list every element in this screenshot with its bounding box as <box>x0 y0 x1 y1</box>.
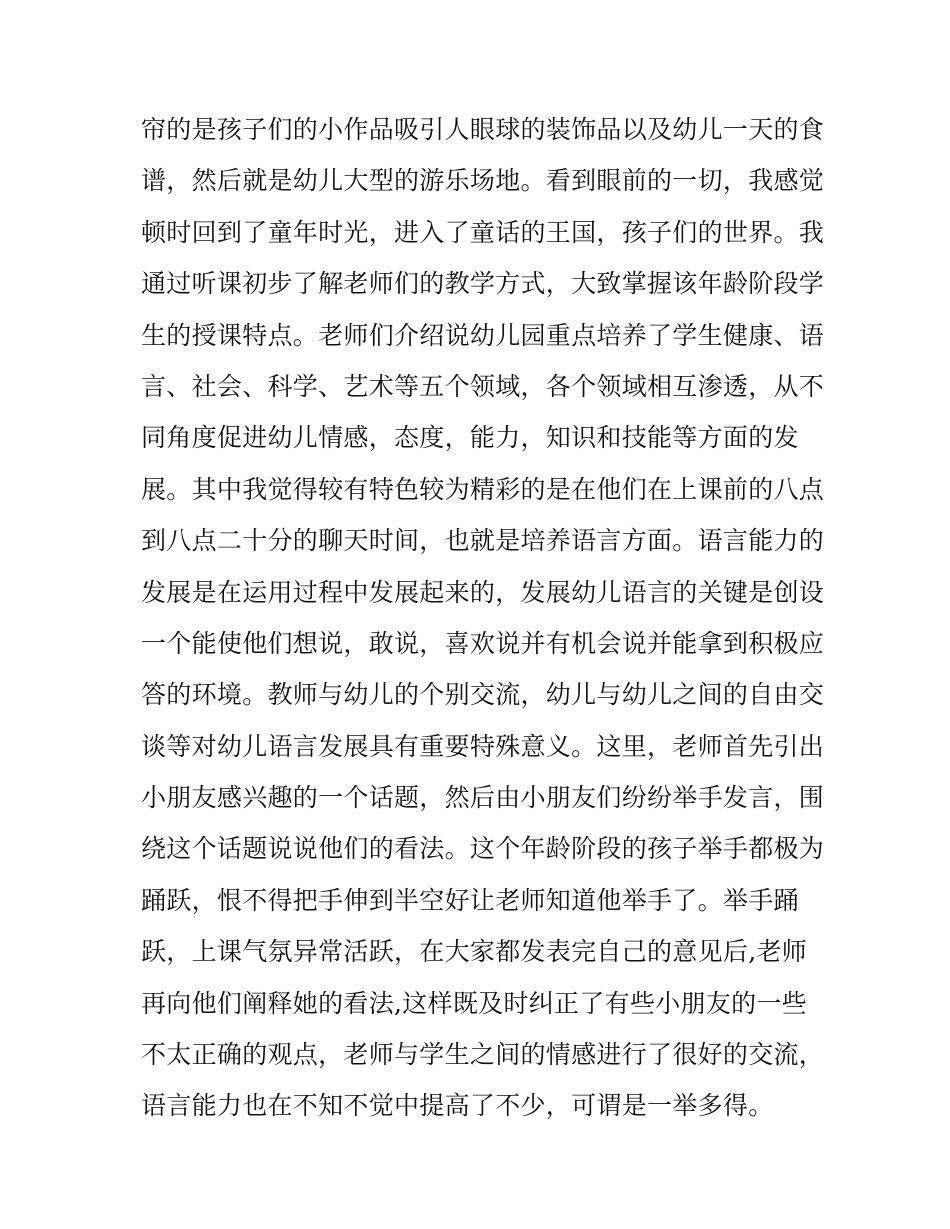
text-line: 发展是在运用过程中发展起来的，发展幼儿语言的关键是创设 <box>141 577 825 607</box>
text-line: 踊跃，恨不得把手伸到半空好让老师知道他举手了。举手踊 <box>141 885 799 915</box>
text-line: 绕这个话题说说他们的看法。这个年龄阶段的孩子举手都极为 <box>141 834 825 864</box>
text-line: 语言能力也在不知不觉中提高了不少，可谓是一举多得。 <box>141 1091 774 1121</box>
text-line: 小朋友感兴趣的一个话题，然后由小朋友们纷纷举手发言，围 <box>141 783 825 813</box>
text-line: 不太正确的观点，老师与学生之间的情感进行了很好的交流， <box>141 1040 825 1070</box>
text-line: 生的授课特点。老师们介绍说幼儿园重点培养了学生健康、语 <box>141 320 825 350</box>
text-line: 言、社会、科学、艺术等五个领域，各个领域相互渗透，从不 <box>141 371 825 401</box>
text-line: 跃，上课气氛异常活跃，在大家都发表完自己的意见后,老师 <box>141 937 808 967</box>
text-line: 答的环境。教师与幼儿的个别交流，幼儿与幼儿之间的自由交 <box>141 680 825 710</box>
text-line: 谱，然后就是幼儿大型的游乐场地。看到眼前的一切，我感觉 <box>141 166 825 196</box>
text-line: 同角度促进幼儿情感，态度，能力，知识和技能等方面的发 <box>141 423 799 453</box>
text-line: 帘的是孩子们的小作品吸引人眼球的装饰品以及幼儿一天的食 <box>141 115 825 144</box>
text-line: 再向他们阐释她的看法,这样既及时纠正了有些小朋友的一些 <box>141 988 808 1018</box>
text-line: 顿时回到了童年时光，进入了童话的王国，孩子们的世界。我 <box>141 217 825 247</box>
text-line: 展。其中我觉得较有特色较为精彩的是在他们在上课前的八点 <box>141 474 825 504</box>
text-line: 谈等对幼儿语言发展具有重要特殊意义。这里，老师首先引出 <box>141 731 825 761</box>
text-line: 通过听课初步了解老师们的教学方式，大致掌握该年龄阶段学 <box>141 269 825 299</box>
text-line: 一个能使他们想说，敢说，喜欢说并有机会说并能拿到积极应 <box>141 628 825 658</box>
body-text <box>141 104 825 1132</box>
text-line: 到八点二十分的聊天时间，也就是培养语言方面。语言能力的 <box>141 526 825 556</box>
